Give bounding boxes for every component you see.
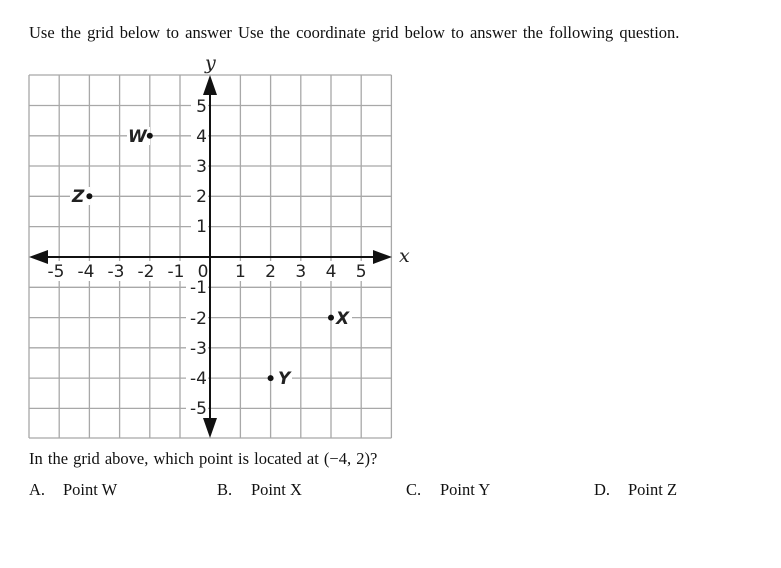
x-tick-label: -4	[77, 262, 95, 282]
axes	[45, 92, 376, 421]
question-text: In the grid above, which point is located at (−4, 2)?	[29, 449, 378, 468]
y-tick-label: -1	[190, 278, 207, 298]
choice-a[interactable]	[29, 480, 117, 500]
y-tick-label: 3	[196, 157, 207, 177]
x-tick-label: 2	[265, 262, 277, 282]
point-x-label: X	[336, 309, 350, 329]
x-tick-label: 5	[355, 262, 367, 282]
point-w-dot	[147, 133, 153, 139]
choice-b[interactable]	[217, 480, 302, 500]
y-tick-label: 2	[196, 187, 207, 207]
x-tick-label: 3	[295, 262, 307, 282]
point-y	[268, 369, 292, 389]
arrow-down-icon	[203, 418, 217, 438]
choice-c[interactable]	[406, 480, 490, 500]
choice-b-letter: B.	[217, 480, 233, 499]
point-z-dot	[86, 193, 92, 199]
y-tick-label: 1	[196, 217, 207, 237]
y-tick-label: -3	[190, 339, 207, 359]
y-tick-label: -2	[190, 309, 207, 329]
y-tick-label: -4	[190, 369, 207, 389]
x-tick-label: 4	[325, 262, 337, 282]
y-axis-label: y	[205, 52, 216, 74]
x-tick-label: -5	[47, 262, 65, 282]
choice-a-letter: A.	[29, 480, 46, 499]
y-tick-label: 5	[196, 97, 207, 117]
choice-b-label: Point X	[251, 480, 302, 499]
point-z	[70, 187, 92, 207]
y-tick-label: -5	[190, 399, 207, 419]
x-axis-label: x	[399, 245, 410, 267]
instruction-text: Use the grid below to answer Use the coordinate grid below to answer the following question.	[29, 23, 680, 42]
x-tick-label: -3	[107, 262, 125, 282]
x-tick-label: 1	[234, 262, 246, 282]
x-tick-label: 0	[197, 262, 209, 282]
x-tick-label: -2	[137, 262, 155, 282]
point-x-dot	[328, 315, 334, 321]
choice-a-label: Point W	[63, 480, 118, 499]
point-w	[127, 127, 153, 147]
point-y-dot	[268, 375, 274, 381]
x-tick-label: -1	[167, 262, 185, 282]
arrow-left-icon	[29, 250, 48, 264]
y-tick-label: 4	[196, 127, 207, 147]
choice-d-label: Point Z	[628, 480, 678, 499]
choice-d-letter: D.	[594, 480, 611, 499]
point-y-label: Y	[278, 369, 291, 389]
choice-c-letter: C.	[406, 480, 422, 499]
choice-c-label: Point Y	[440, 480, 491, 499]
arrow-up-icon	[203, 75, 217, 95]
point-w-label: W	[128, 127, 147, 147]
choice-d[interactable]	[594, 480, 677, 500]
point-z-label: Z	[72, 187, 85, 207]
